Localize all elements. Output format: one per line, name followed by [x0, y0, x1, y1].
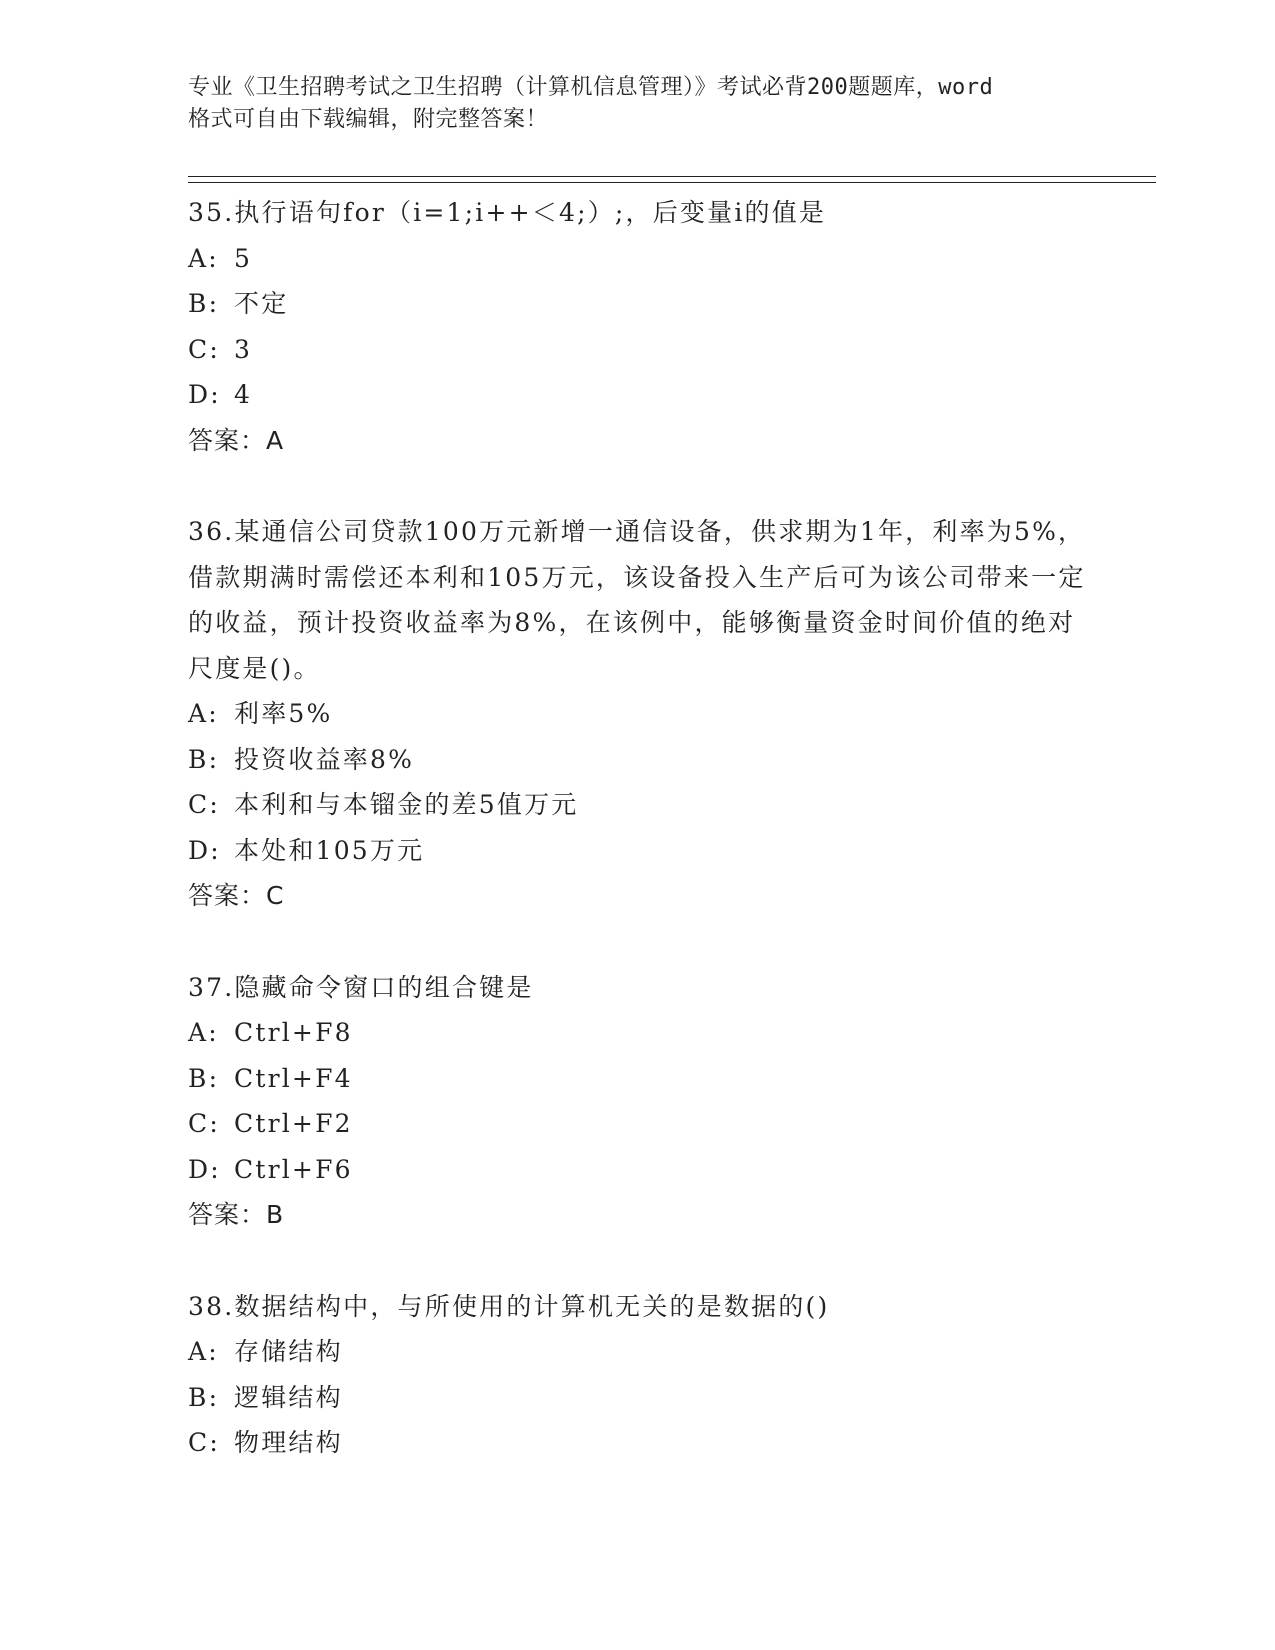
- option-letter: A:: [188, 1018, 219, 1047]
- option-letter: A:: [188, 243, 219, 273]
- option-letter: B:: [188, 1063, 220, 1093]
- option-text: Ctrl+F4: [234, 1063, 353, 1093]
- option-text: 物理结构: [234, 1428, 343, 1457]
- option-text: 本利和与本镏金的差5值万元: [234, 790, 579, 819]
- option-c: [188, 782, 1088, 828]
- question-36: [188, 507, 1088, 919]
- option-a: [188, 1329, 1088, 1375]
- option-letter: C:: [188, 790, 220, 819]
- option-letter: D:: [188, 835, 221, 865]
- answer-line: 答案：C: [188, 881, 285, 910]
- answer-line: 答案：B: [188, 1200, 285, 1229]
- option-b: [188, 1056, 1088, 1102]
- option-letter: B:: [188, 1382, 220, 1412]
- option-letter: D:: [188, 380, 221, 409]
- option-b: [188, 281, 1088, 327]
- option-letter: D:: [188, 1154, 221, 1184]
- option-text: Ctrl+F2: [234, 1109, 353, 1138]
- header-line-2: 格式可自由下载编辑，附完整答案！: [188, 107, 549, 132]
- option-text: 3: [234, 334, 253, 364]
- option-d: [188, 372, 1088, 418]
- option-text: 4: [234, 380, 253, 409]
- question-38: [188, 1282, 1088, 1466]
- option-letter: A:: [188, 699, 219, 728]
- option-text: 本处和105万元: [234, 835, 425, 865]
- header-divider-bottom: [188, 182, 1156, 183]
- option-text: 逻辑结构: [234, 1382, 343, 1412]
- option-c: [188, 1420, 1088, 1466]
- option-letter: B:: [188, 744, 220, 774]
- option-text: Ctrl+F6: [234, 1154, 353, 1184]
- option-letter: A:: [188, 1337, 219, 1366]
- question-37: [188, 963, 1088, 1238]
- header-divider-top: [188, 176, 1156, 177]
- option-c: [188, 327, 1088, 373]
- option-d: [188, 1147, 1088, 1193]
- option-letter: C:: [188, 334, 220, 364]
- question-35: [188, 188, 1088, 463]
- option-letter: B:: [188, 289, 220, 318]
- option-b: [188, 737, 1088, 783]
- option-c: [188, 1101, 1088, 1147]
- question-stem: 35.执行语句for（i=1;i++＜4;）;，后变量i的值是: [188, 198, 827, 227]
- option-a: [188, 1010, 1088, 1056]
- option-text: Ctrl+F8: [234, 1018, 353, 1047]
- answer-line: 答案：A: [188, 425, 285, 455]
- question-stem: 38.数据结构中，与所使用的计算机无关的是数据的(): [188, 1291, 830, 1321]
- header-line-1: 专业《卫生招聘考试之卫生招聘（计算机信息管理）》考试必背200题题库，word: [188, 75, 994, 100]
- question-list: [188, 188, 1088, 1466]
- option-letter: C:: [188, 1109, 220, 1138]
- option-d: [188, 828, 1088, 874]
- option-text: 存储结构: [234, 1337, 343, 1366]
- question-stem: 36.某通信公司贷款100万元新增一通信设备，供求期为1年，利率为5%，借款期满时需偿还本利和105万元，该设备投入生产后可为该公司带来一定的收益，预计投资收益率为8%，在该例中，能够衡量资金时间价值的绝对尺度是()。: [188, 517, 1086, 683]
- option-b: [188, 1375, 1088, 1421]
- option-text: 5: [234, 243, 253, 273]
- option-text: 投资收益率8%: [234, 744, 415, 774]
- option-text: 不定: [234, 289, 289, 318]
- document-header: [188, 72, 1088, 136]
- option-a: [188, 691, 1088, 737]
- option-a: [188, 236, 1088, 282]
- option-letter: C:: [188, 1428, 220, 1457]
- option-text: 利率5%: [234, 699, 333, 728]
- question-stem: 37.隐藏命令窗口的组合键是: [188, 972, 534, 1002]
